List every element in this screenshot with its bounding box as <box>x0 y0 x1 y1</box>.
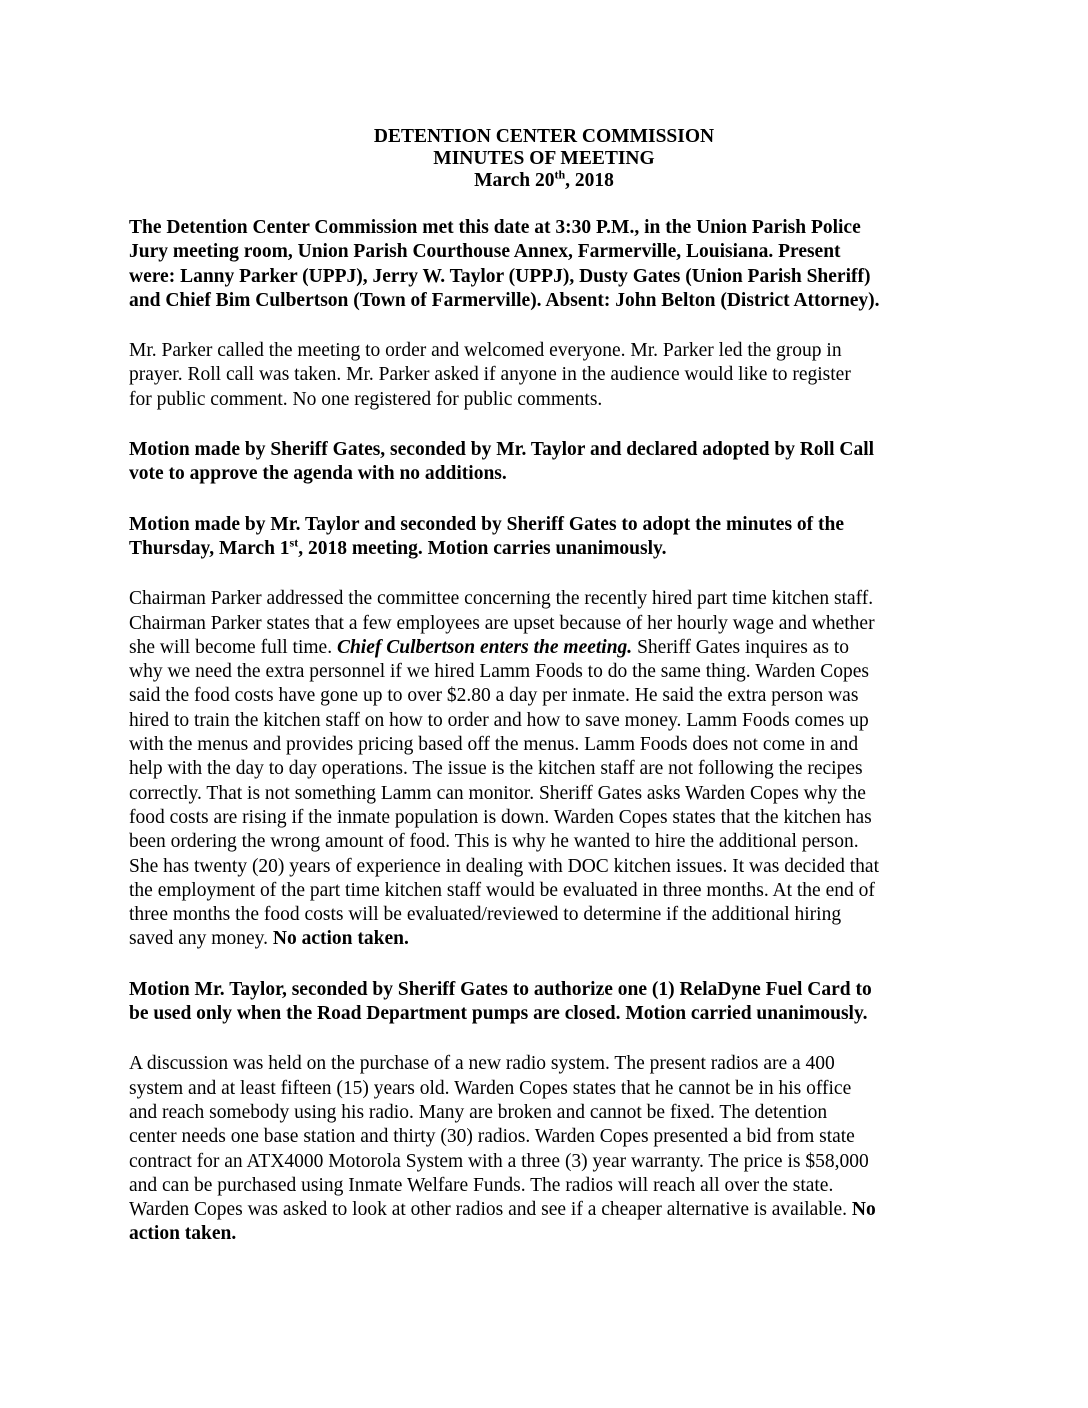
intro-paragraph: The Detention Center Commission met this date at 3:30 P.M., in the Union Parish Police Jury meeting room, Union Parish Courthouse Annex, Farmerville, Louisiana. Present were: Lanny Parker (UPPJ), Jerry W. Taylor (UPPJ), Dusty Gates (Union Parish Sheriff) and Chief Bim Culbertson (Town of Farmerville). Absent: John Belton (District Attorney). <box>129 217 880 311</box>
heading-minutes: MINUTES OF MEETING <box>433 148 655 169</box>
culbertson-enters-note: Chief Culbertson enters the meeting. <box>336 636 633 658</box>
radio-no-action: action taken. <box>129 1223 237 1245</box>
motion-agenda-paragraph: Motion made by Sheriff Gates, seconded by Mr. Taylor and declared adopted by Roll Call vote to approve the agenda with no additions. <box>129 439 875 485</box>
kitchen-staff-paragraph: Chairman Parker addressed the committee concerning the recently hired part time kitchen staff. Chairman Parker states that a few employees are upset because of her hourly wage and whether she will become full time. Chief Culbertson enters the meeting. Sheriff Gates inquires as to why we need the extra personnel if we hired Lamm Foods to do the same thing. Warden Copes said the food costs have gone up to over $2.80 a day per inmate. He said the extra person was hired to train the kitchen staff on how to order and how to save money. Lamm Foods comes up with the menus and provides pricing based off the menus. Lamm Foods does not come in and help with the day to day operations. The issue is the kitchen staff are not following the recipes correctly. That is not something Lamm can monitor. Sheriff Gates asks Warden Copes why the food costs are rising if the inmate population is down. Warden Copes states that the kitchen has been ordering the wrong amount of food. This is why he wanted to hire the additional person. She has twenty (20) years of experience in dealing with DOC kitchen issues. It was decided that the employment of the part time kitchen staff would be evaluated in three months. At the end of three months the food costs will be evaluated/reviewed to determine if the additional hiring saved any money. No action taken. <box>129 588 879 950</box>
kitchen-no-action: No action taken. <box>272 928 409 950</box>
radio-system-paragraph: A discussion was held on the purchase of a new radio system. The present radios are a 400 system and at least fifteen (15) years old. Warden Copes states that he cannot be in his office and reach somebody using his radio. Many are broken and cannot be fixed. The detention center needs one base station and thirty (30) radios. Warden Copes presented a bid from state contract for an ATX4000 Motorola System with a three (3) year warranty. The price is $58,000 and can be purchased using Inmate Welfare Funds. The radios will reach all over the state. Warden Copes was asked to look at other radios and see if a cheaper alternative is available. No action taken. <box>129 1052 959 1246</box>
motion-minutes-paragraph: Motion made by Mr. Taylor and seconded by Sheriff Gates to adopt the minutes of the Thursday, March 1st, 2018 meeting. Motion carries unanimously. <box>129 513 845 559</box>
heading-date: March 20th, 2018 <box>474 167 614 191</box>
heading-commission: DETENTION CENTER COMMISSION <box>373 126 715 147</box>
call-to-order-paragraph: Mr. Parker called the meeting to order and welcomed everyone. Mr. Parker led the group in prayer. Roll call was taken. Mr. Parker asked if anyone in the audience would like to register for public comment. No one registered for public comments. <box>129 340 851 410</box>
motion-fuel-card-paragraph: Motion Mr. Taylor, seconded by Sheriff Gates to authorize one (1) RelaDyne Fuel Card to be used only when the Road Department pumps are closed. Motion carried unanimously. <box>129 978 872 1025</box>
document-heading <box>129 126 959 192</box>
minutes-page <box>129 126 959 1247</box>
